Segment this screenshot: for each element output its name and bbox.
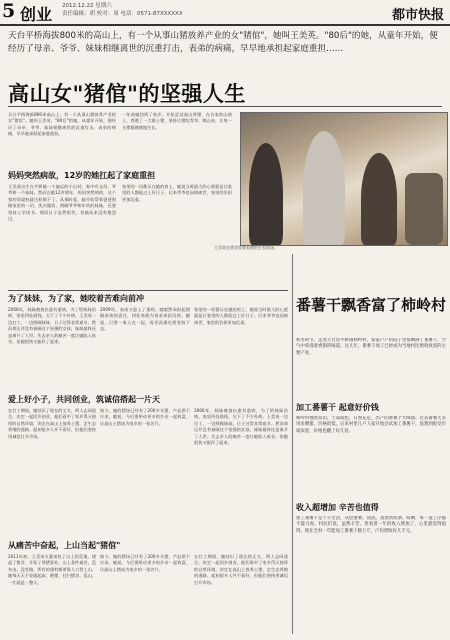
side-subtitle-1: 加工番薯干 起意好价钱 — [296, 403, 379, 412]
section4-column-1: 2011年初，王美英夫妻承包了山上的荒地，建起了猪舍，开始了养猪事业。山上条件艰苦，没有电、没有路，所有的建材都要靠人力背上山。她每天天不亮就起床，喂猪、打扫猪舍、巡山，一忙就是一整天。 — [8, 554, 96, 585]
masthead — [0, 0, 450, 26]
paper-name: 都市快报 — [391, 8, 444, 23]
side-subtitle-2: 收入超增加 辛苦也值得 — [296, 503, 379, 512]
section2-rule — [8, 290, 288, 291]
side-text-1: 初冬时节，走进天台县平桥镇柿岭村，家家户户的院子里都晒满了番薯干，空气中弥漫着香甜的味道。这几年，番薯干加工已经成为当地村民增收致富的主要产业。 — [296, 338, 446, 356]
section1-title: 妈妈突然病故，12岁的她扛起了家庭重担 — [8, 171, 156, 180]
editor-line: 责任编辑：胡 校对：周 电话：0571-87XXXXXX — [62, 11, 183, 17]
section4-title: 从痛苦中奋起，上山当起"猪倌" — [8, 541, 121, 550]
section2-column-1: 2006年，妹妹被查出患有重病，为了给妹妹治病，家里四处借钱，欠下了不少外债。王美英一边打工，一边照顾妹妹，日子过得非常艰辛。然而命运并没有眷顾这个坚强的女孩，妹妹最终还是离开了人世。失去亲人的痛苦一度让她陷入低谷，但她很快又振作了起来。 — [8, 307, 96, 345]
photo-person-left — [249, 143, 283, 245]
side-text-2: 柿岭村地处高山，土质疏松，日照充足，出产的番薯个大味甜。过去番薯大多用来喂猪，价格很低。后来村里几户人家开始尝试加工番薯干，没想到很受市场欢迎，价格也翻了好几倍。 — [296, 416, 446, 434]
headline-rule — [8, 106, 442, 107]
section4-column-3: 在打工期间，她结识了现在的丈夫，两人志同道合，决定一起回乡创业。他们看中了家乡得天独厚的自然环境，决定在高山上放养土猪，走生态养殖的道路。起初很多人并不看好，但他们坚持用诚信打开市场。 — [194, 554, 288, 585]
section3-column-3: 2006年，妹妹被查出患有重病，为了给妹妹治病，家里四处借钱，欠下了不少外债。王美英一边打工，一边照顾妹妹，日子过得非常艰辛。然而命运并没有眷顾这个坚强的女孩，妹妹最终还是离开了人世。失去亲人的痛苦一度让她陷入低谷，但她很快又振作了起来。 — [194, 408, 288, 446]
news-photo — [240, 112, 448, 246]
page-number: 5 — [2, 0, 16, 22]
intro-column-2: 一年前她回到了家乡，开始尝试高山养猪，在自家的山坡上，养殖了一大群土猪，坚持让猪吃青草、喝山泉，让每一头猪都健康地生长。 — [122, 112, 232, 130]
photo-caption: 王美英在猪舍里查看猪的生长情况。 — [214, 245, 278, 250]
photo-person-right — [361, 153, 397, 245]
date-line: 2012.12.22 星期六 — [62, 3, 112, 9]
masthead-meta — [62, 2, 262, 18]
section2-column-3: 家里的一切都压在她的肩上，她说当时最大的心愿就是让家里的人都能过上好日子。后来爷爷也因病离世，家里的负担更加沉重。 — [194, 307, 288, 325]
section3-column-1: 在打工期间，她结识了现在的丈夫，两人志同道合，决定一起回乡创业。他们看中了家乡得天独厚的自然环境，决定在高山上放养土猪，走生态养殖的道路。起初很多人并不看好，但他们坚持用诚信打开市场。 — [8, 408, 96, 439]
section2-column-2: 2009年，表弟又患上了重病，她毅然承担起照顾表弟的责任，四处奔波为表弟求医问药。她说，只要一家人在一起，再苦再难也要坚持下去。 — [100, 307, 190, 332]
section4-column-2: 如今，她的猪场已经有了200多头猪，产品供不应求。她说，今后要带动更多的乡亲一起致富，让高山土猪成为家乡的一张名片。 — [100, 554, 190, 572]
photo-object — [405, 173, 443, 245]
photo-person-center — [303, 131, 345, 245]
section1-column-1: 王美英出生在平桥镇一个偏远的小山村，家中有父母、爷爷和一个妹妹。然而在她12岁那年，妈妈突然病故，这个家的顶梁柱就这样倒下了。从那时起，她开始帮着爸爸照顾家里的一切，洗衣做饭、照顾爷爷和年幼的妹妹，还要坚持上学读书。那段日子虽然很苦，但她从来没有抱怨过。 — [8, 184, 116, 222]
section1-column-2: 家里的一切都压在她的肩上，她说当时最大的心愿就是让家里的人都能过上好日子。后来爷爷也因病离世，家里的负担更加沉重。 — [122, 184, 232, 202]
section3-title: 爱上好小子，共同创业，筑诚信搭起一片天 — [8, 395, 160, 404]
column-divider — [292, 254, 293, 634]
side-headline: 番薯干飘香富了柿岭村 — [296, 296, 447, 314]
intro-column-1: 天台平桥海拔800米高山上，有一个从事山猪放养产业的女"猪倌"。她叫王美英，"80后"的她，从童年开始，便经历了母亲、爷爷、妹妹相继离世的沉重打击，表弟的病痛，早早地承担起家庭重担。 — [8, 112, 116, 137]
side-text-3: 加工番薯干是个辛苦活，从挖番薯、清洗、蒸煮到切条、晾晒，每一道工序都不能马虎。村民们说，虽然辛苦，但看着一年的收入增加了，心里就觉得值得。现在全村一年能加工番薯干数万斤，户均增收好几千元。 — [296, 516, 446, 534]
section3-column-2: 如今，她的猪场已经有了200多头猪，产品供不应求。她说，今后要带动更多的乡亲一起致富，让高山土猪成为家乡的一张名片。 — [100, 408, 190, 426]
section-title: 创业 — [20, 5, 53, 24]
main-headline: 高山女"猪倌"的坚强人生 — [8, 82, 246, 106]
section2-title: 为了妹妹，为了家，她咬着苦难向前冲 — [8, 294, 144, 303]
lead-paragraph: 天台平桥海拔800米的高山上，有一个从事山猪放养产业的女"猪倌"，她叫王美英。"80后"的她，从童年开始，便经历了母亲、爷爷、妹妹相继离世的沉重打击，表弟的病痛，早早地承担起家庭重担…… — [8, 31, 438, 54]
